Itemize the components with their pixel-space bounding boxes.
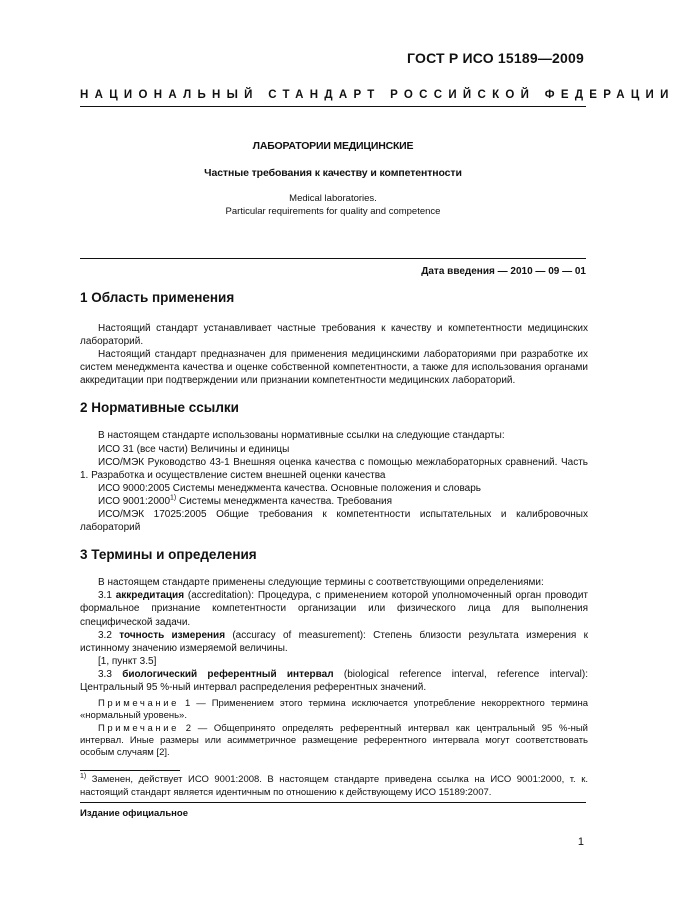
- term-name: биологический референтный интервал: [122, 668, 334, 680]
- term-3-1: [80, 589, 588, 628]
- official-edition-label: Издание официальное: [80, 808, 188, 819]
- term-number: 3.1: [98, 590, 116, 602]
- section-2-heading: 2 Нормативные ссылки: [80, 400, 239, 416]
- term-number: 3.3: [98, 668, 123, 680]
- footnote: [80, 773, 588, 799]
- term-definition: (biological reference interval, reference interval): Центральный 95 %-ный интервал распределения референтных значений.: [80, 668, 588, 693]
- reference-item: ИСО/МЭК 17025:2005 Общие требования к компетентности испытательных и калибровочных лабораторий: [80, 509, 588, 534]
- section-1-heading: 1 Область применения: [80, 290, 235, 305]
- title-rule: [80, 106, 586, 107]
- footnote-rule: [80, 770, 180, 771]
- national-standard-title: НАЦИОНАЛЬНЫЙ СТАНДАРТ РОССИЙСКОЙ ФЕДЕРАЦИИ: [80, 89, 675, 101]
- section-3-heading: 3 Термины и определения: [80, 547, 257, 563]
- note-text: 2 — Общепринято определять референтный интервал как центральный 95 %-ный интервал. Иные размеры или асимметричное размещение референтного интервала могут соответствовать особым случаям [2].: [80, 722, 588, 759]
- section-1-paragraph-1: Настоящий стандарт устанавливает частные требования к качеству и компетентности медицинских лабораторий.: [80, 323, 588, 348]
- term-3-2: [80, 629, 588, 655]
- footnote-marker: 1): [80, 772, 87, 780]
- note-1: [80, 698, 588, 723]
- document-code: ГОСТ Р ИСО 15189—2009: [407, 50, 584, 66]
- note-text: 1 — Применением этого термина исключается употребление некорректного термина «нормальный уровень».: [80, 698, 588, 722]
- note-label: Примечание: [98, 698, 179, 710]
- reference-title: Системы менеджмента качества. Требования: [176, 495, 393, 507]
- term-number: 3.2: [98, 629, 120, 641]
- standard-subtitle-ru: Частные требования к качеству и компетентности: [204, 167, 462, 179]
- footnote-text: Заменен, действует ИСО 9001:2008. В настоящем стандарте приведена ссылка на ИСО 9001:2000, т. к. настоящий стандарт является идентичным по отношению к действующему ИСО 15189:2007.: [80, 774, 588, 798]
- date-rule: [80, 258, 586, 259]
- standard-title-ru: ЛАБОРАТОРИИ МЕДИЦИНСКИЕ: [252, 140, 414, 152]
- note-label: Примечание: [98, 722, 179, 734]
- edition-rule: [80, 802, 586, 803]
- footnote-marker: 1): [170, 494, 177, 502]
- page-number: 1: [577, 836, 584, 848]
- standard-title-en-line2: Particular requirements for quality and competence: [225, 206, 441, 217]
- section-3-intro: В настоящем стандарте применены следующие термины с соответствующими определениями:: [98, 577, 544, 589]
- section-1-paragraph-2: Настоящий стандарт предназначен для применения медицинскими лабораториями при разработке их систем менеджмента качества и оценке собственной компетентности, а также для использования органами аккредитации при подтверждении или признании компетентности медицинских лабораторий.: [80, 349, 588, 387]
- reference-item-9001: [80, 495, 588, 508]
- term-3-2-reference: [1, пункт 3.5]: [98, 655, 157, 667]
- reference-item: ИСО 31 (все части) Величины и единицы: [98, 443, 290, 455]
- reference-item: ИСО 9000:2005 Системы менеджмента качества. Основные положения и словарь: [98, 482, 482, 494]
- standard-title-en: [80, 192, 586, 218]
- document-body: [80, 290, 588, 760]
- section-2-intro: В настоящем стандарте использованы нормативные ссылки на следующие стандарты:: [98, 430, 505, 442]
- reference-item: ИСО/МЭК Руководство 43-1 Внешняя оценка качества с помощью межлабораторных сравнений. Часть 1. Разработка и осуществление систем внешней оценки качества: [80, 456, 588, 481]
- standard-title-en-line1: Medical laboratories.: [289, 193, 377, 204]
- term-3-3: [80, 668, 588, 694]
- term-name: точность измерения: [119, 629, 226, 641]
- reference-code: ИСО 9001:2000: [98, 495, 171, 507]
- introduction-date: Дата введения — 2010 — 09 — 01: [421, 266, 586, 277]
- term-definition: (accuracy of measurement): Степень близости результата измерения к истинному значению измеряемой величины.: [80, 629, 588, 654]
- note-2: [80, 723, 588, 760]
- term-definition: (accreditation): Процедура, с применением которой уполномоченный орган проводит формальное признание компетентности организации или физического лица для выполнения специфической задачи.: [80, 590, 588, 628]
- term-name: аккредитация: [115, 590, 185, 602]
